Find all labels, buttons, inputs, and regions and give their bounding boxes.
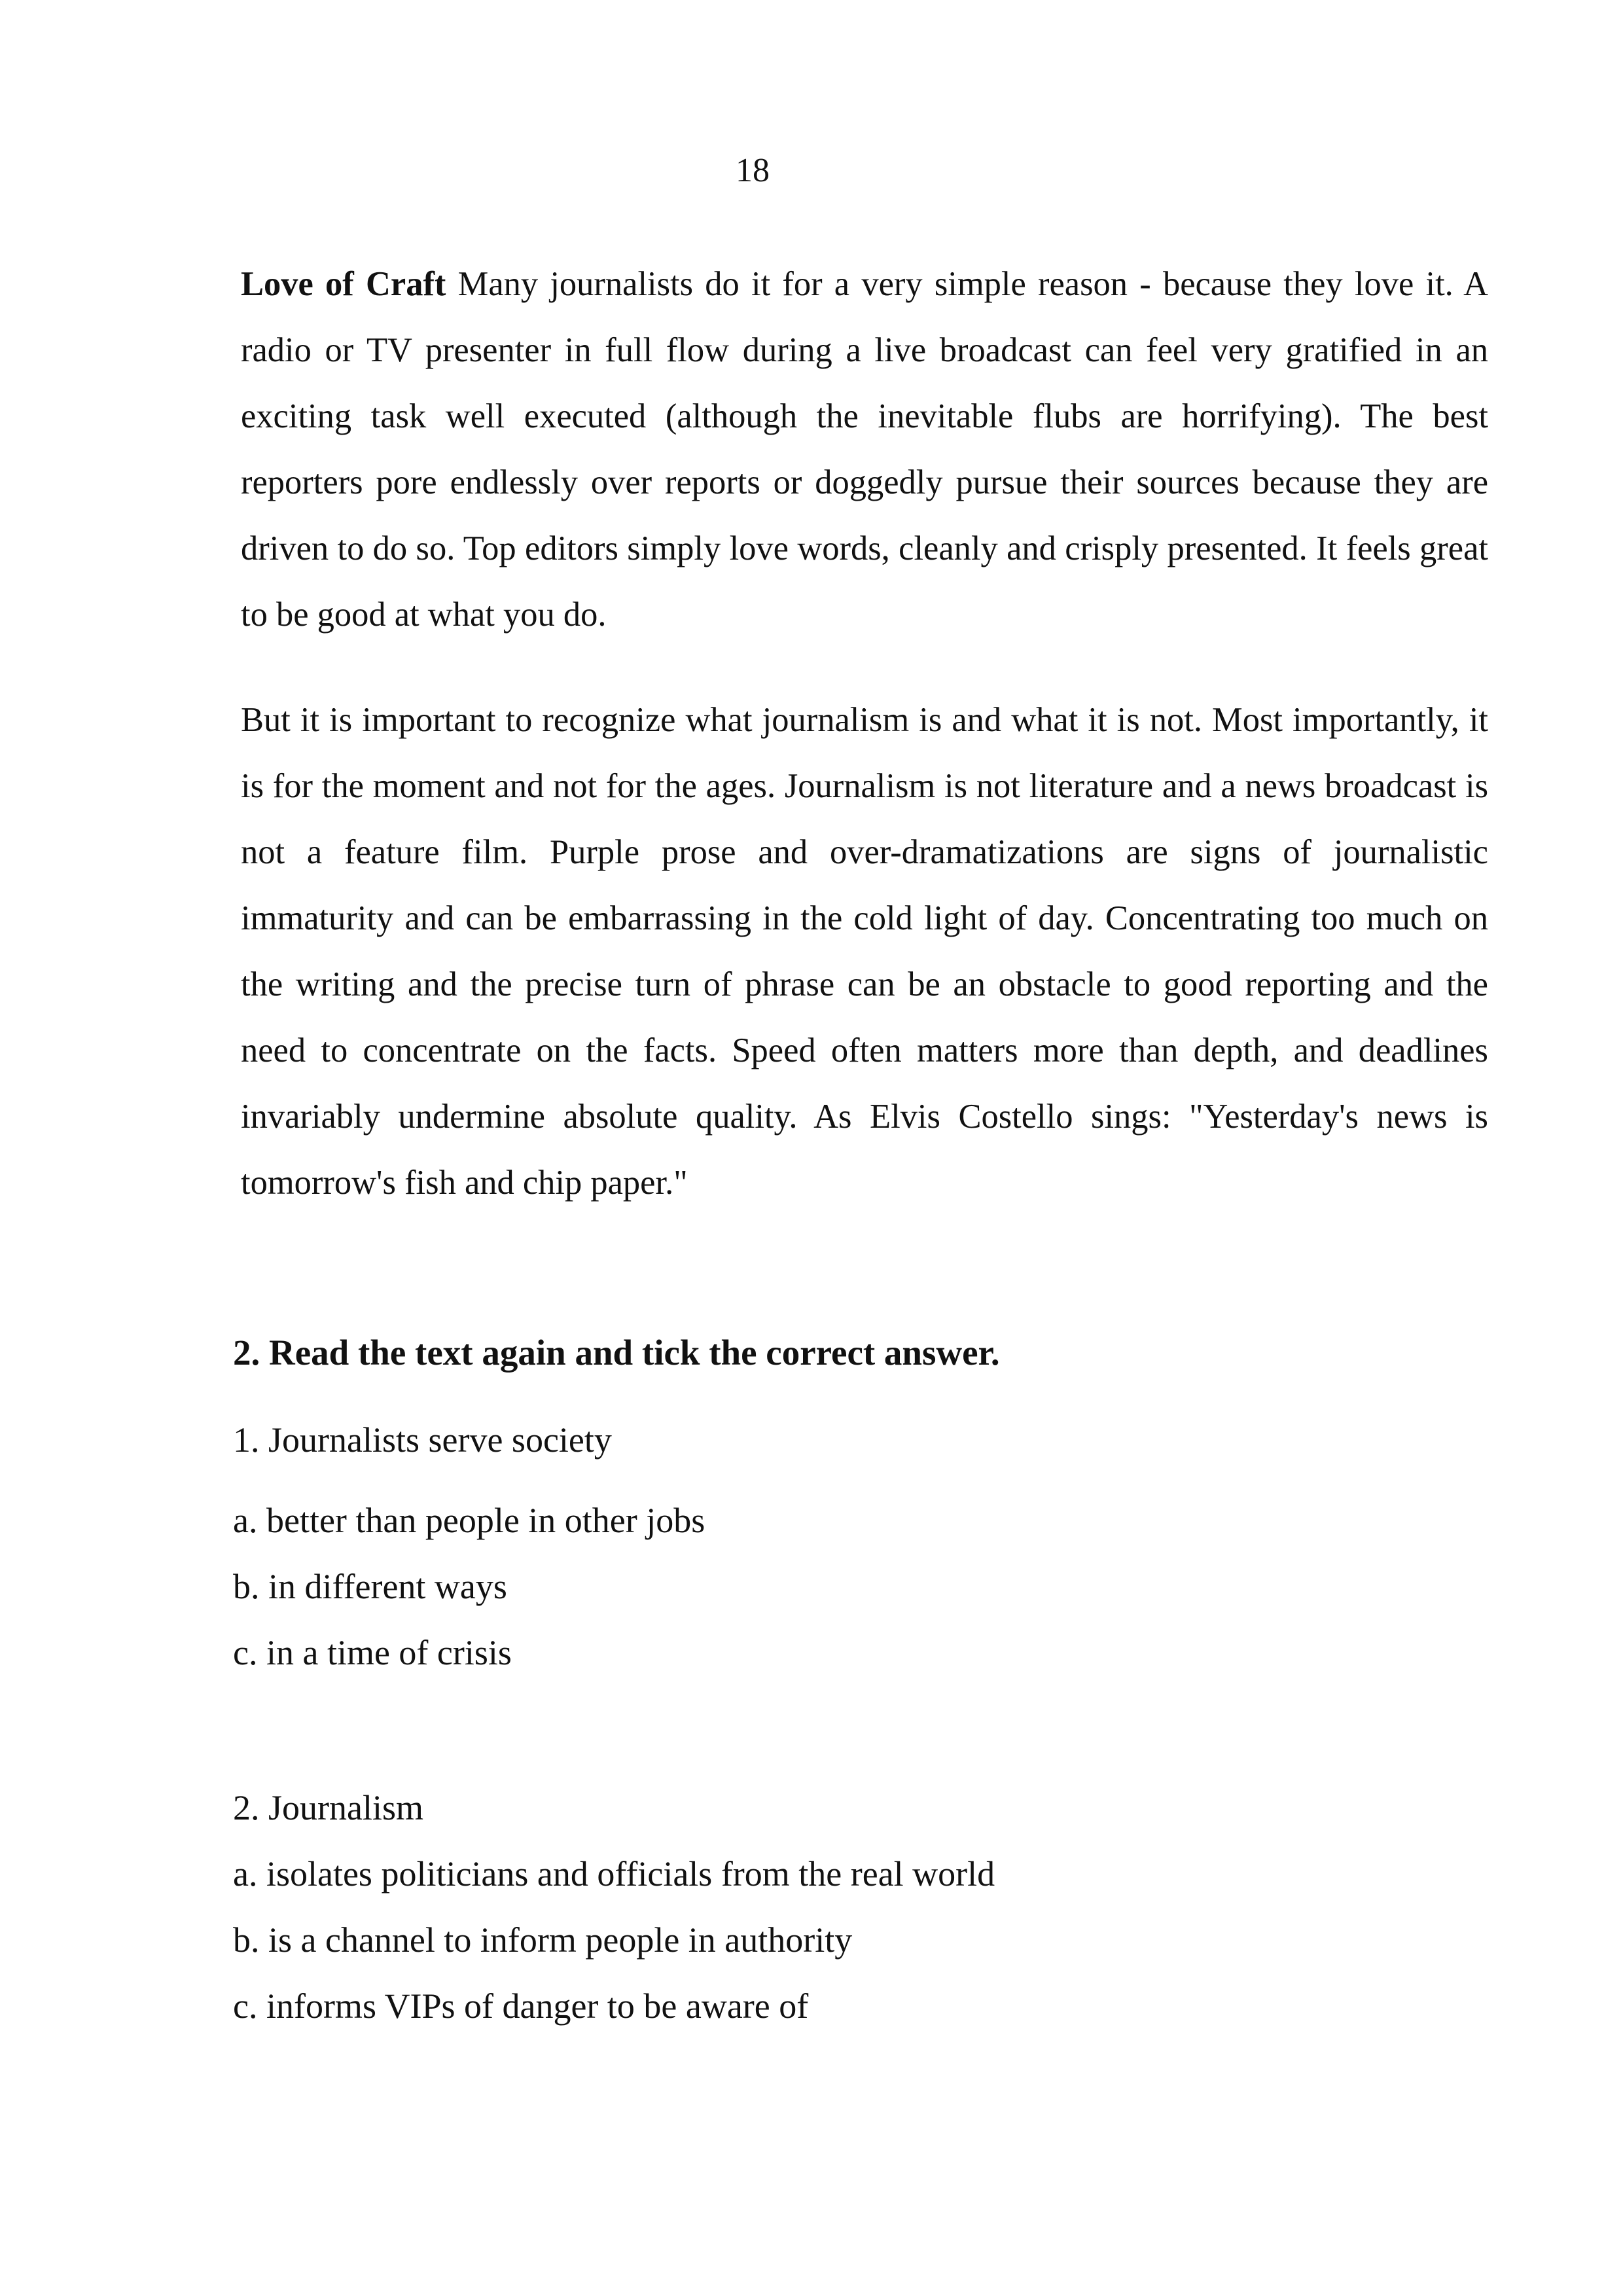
- paragraph-title: Love of Craft: [241, 265, 446, 303]
- answer-option-a[interactable]: a. better than people in other jobs: [233, 1500, 705, 1540]
- question-2: [233, 1775, 995, 2039]
- answer-option-a[interactable]: a. isolates politicians and officials from the real world: [233, 1854, 995, 1893]
- answer-option-b[interactable]: b. is a channel to inform people in authority: [233, 1920, 853, 1960]
- question-stem: 1. Journalists serve society: [233, 1420, 612, 1460]
- task-heading: 2. Read the text again and tick the correct answer.: [233, 1333, 1000, 1372]
- paragraph-body: Many journalists do it for a very simple reason - because they love it. A radio or TV presenter in full flow during a live broadcast can feel very gratified in an exciting task well executed (although the inevitable flubs are horrifying). The best reporters pore endlessly over reports or doggedly pursue their sources because they are driven to do so. Top editors simply love words, cleanly and crisply presented. It feels great to be good at what you do.: [241, 265, 1489, 634]
- answer-options: [233, 1488, 705, 1686]
- paragraph-journalism-nature: But it is important to recognize what journalism is and what it is not. Most importantly, it is for the moment and not for the ages. Journalism is not literature and a news broadcast is not a feature film. Purple prose and over-dramatizations are signs of journalistic immaturity and can be embarrassing in the cold light of day. Concentrating too much on the writing and the precise turn of phrase can be an obstacle to good reporting and the need to concentrate on the facts. Speed often matters more than depth, and deadlines invariably undermine absolute quality. As Elvis Costello sings: "Yesterday's news is tomorrow's fish and chip paper.": [241, 701, 1488, 1202]
- answer-options: [233, 1841, 995, 2039]
- answer-option-b[interactable]: b. in different ways: [233, 1566, 507, 1606]
- question-1: [233, 1419, 705, 1686]
- page-number: 18: [736, 152, 770, 189]
- paragraph-love-of-craft: [241, 251, 1488, 648]
- answer-option-c[interactable]: c. informs VIPs of danger to be aware of: [233, 1986, 809, 2026]
- question-stem: 2. Journalism: [233, 1788, 423, 1827]
- answer-option-c[interactable]: c. in a time of crisis: [233, 1632, 512, 1672]
